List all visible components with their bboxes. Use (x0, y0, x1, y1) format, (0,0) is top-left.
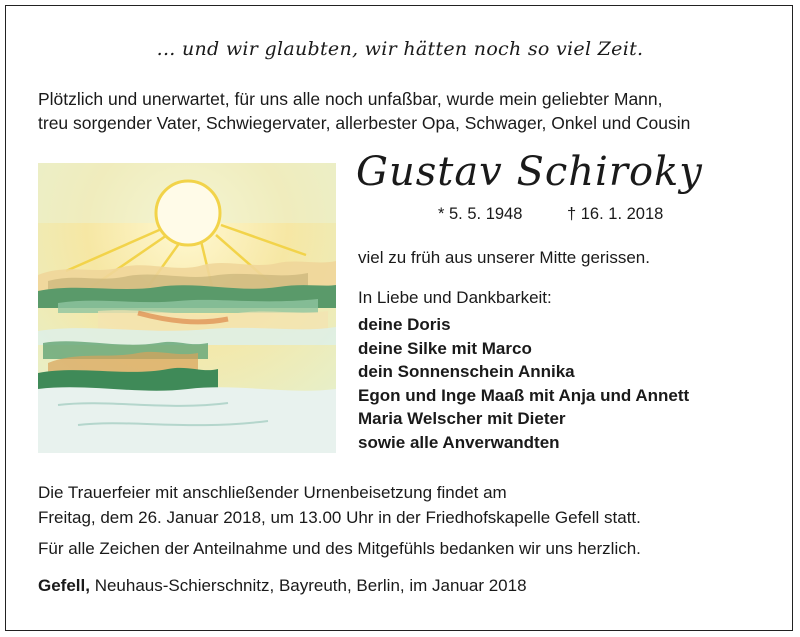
love-line: In Liebe und Dankbarkeit: (358, 288, 552, 307)
intro-line-2: treu sorgender Vater, Schwiegervater, allerbester Opa, Schwager, Onkel und Cousin (38, 113, 691, 133)
mourners-list (358, 313, 689, 454)
intro-text (38, 87, 768, 135)
thanks-text: Für alle Zeichen der Anteilnahme und des Mitgefühls bedanken wir uns herzlich. (38, 539, 641, 558)
place-line (38, 576, 527, 596)
mourner-item: Maria Welscher mit Dieter (358, 409, 566, 428)
place-town: Gefell, (38, 576, 90, 595)
mourner-item: Egon und Inge Maaß mit Anja und Annett (358, 385, 690, 405)
subtitle-text: viel zu früh aus unserer Mitte gerissen. (358, 248, 650, 267)
ceremony-text (38, 480, 768, 530)
motto: ... und wir glaubten, wir hätten noch so viel Zeit. (156, 38, 644, 60)
mourner-item: deine Doris (358, 315, 451, 334)
sunset-landscape-icon (38, 163, 336, 453)
mourner-item: sowie alle Anverwandten (358, 432, 560, 452)
deceased-name: Gustav Schiroky (356, 149, 703, 195)
ceremony-line-2: Freitag, dem 26. Januar 2018, um 13.00 Uhr in der Friedhofskapelle Gefell statt. (38, 508, 641, 527)
mourner-item: deine Silke mit Marco (358, 338, 532, 358)
mourner-item: dein Sonnenschein Annika (358, 362, 575, 381)
intro-line-1: Plötzlich und unerwartet, für uns alle noch unfaßbar, wurde mein geliebter Mann, (38, 89, 663, 109)
birth-date: * 5. 5. 1948 (438, 205, 523, 223)
place-rest: Neuhaus-Schierschnitz, Bayreuth, Berlin, im Januar 2018 (89, 576, 527, 595)
death-date: † 16. 1. 2018 (567, 205, 664, 223)
ceremony-line-1: Die Trauerfeier mit anschließender Urnenbeisetzung findet am (38, 483, 507, 502)
life-dates (438, 205, 663, 224)
